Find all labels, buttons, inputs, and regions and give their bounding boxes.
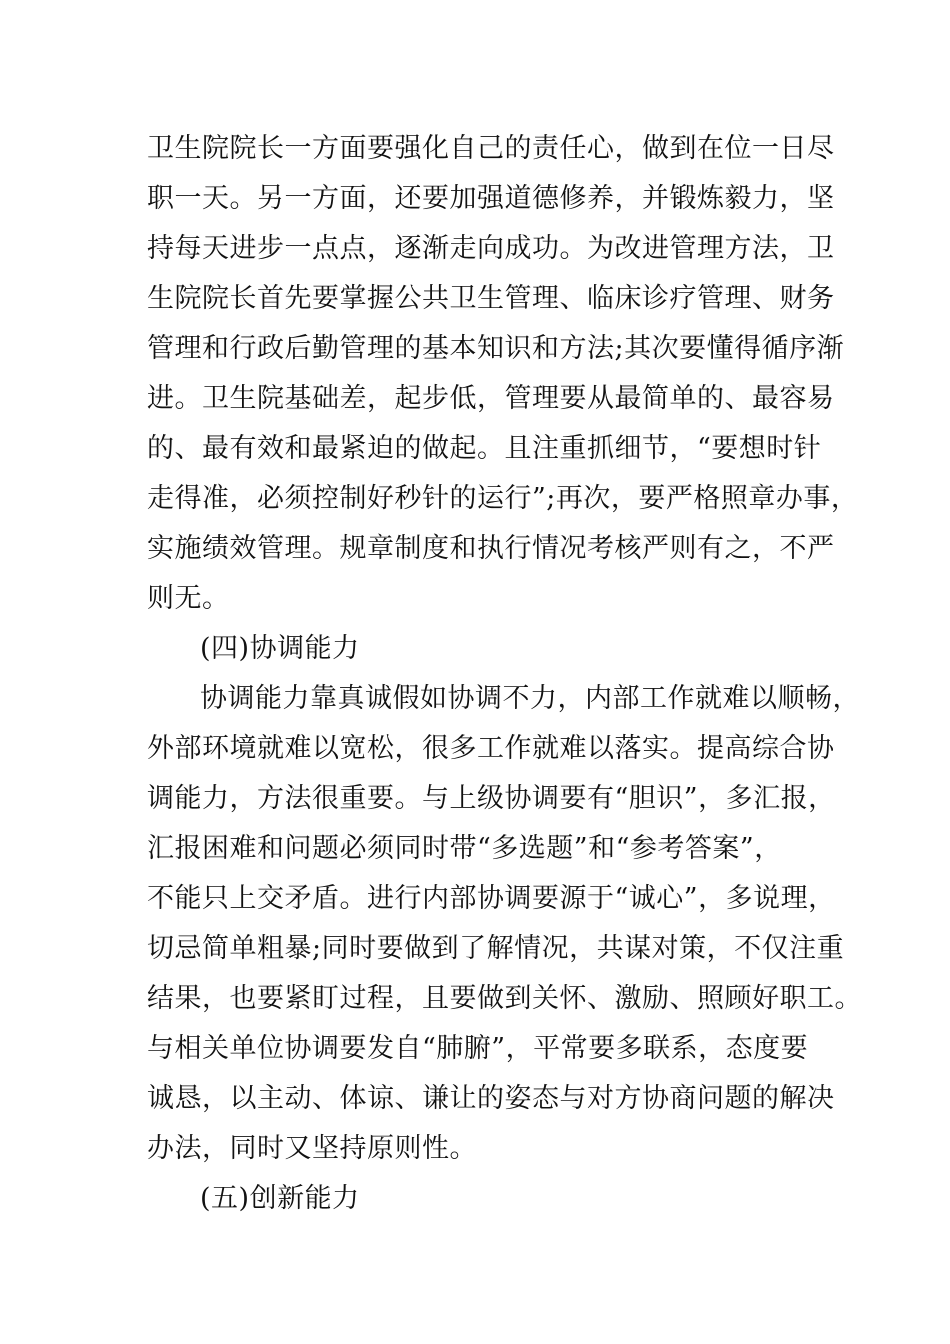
body-text-line: 进。卫生院基础差，起步低，管理要从最简单的、最容易	[147, 383, 835, 414]
body-text-line: 持每天进步一点点，逐渐走向成功。为改进管理方法，卫	[147, 233, 835, 264]
body-text-line: 的、最有效和最紧迫的做起。且注重抓细节，“要想时针	[147, 433, 822, 464]
body-text-line: 外部环境就难以宽松，很多工作就难以落实。提高综合协	[147, 733, 835, 764]
body-text-line: 诚恳，以主动、体谅、谦让的姿态与对方协商问题的解决	[147, 1083, 835, 1114]
body-text-line: 调能力，方法很重要。与上级协调要有“胆识”，多汇报，	[147, 783, 836, 814]
body-text-line: 协调能力靠真诚假如协调不力，内部工作就难以顺畅，	[200, 683, 860, 714]
body-text-line: 则无。	[147, 583, 230, 614]
body-text-line: 走得准，必须控制好秒针的运行”;再次，要严格照章办事，	[147, 483, 859, 514]
section-heading: (五)创新能力	[200, 1183, 360, 1214]
body-text-line: 结果，也要紧盯过程，且要做到关怀、激励、照顾好职工。	[147, 983, 862, 1014]
section-heading: (四)协调能力	[200, 633, 360, 664]
body-text-line: 汇报困难和问题必须同时带“多选题”和“参考答案”，	[147, 833, 782, 864]
body-text-line: 切忌简单粗暴;同时要做到了解情况，共谋对策，不仅注重	[147, 933, 845, 964]
body-text-line: 不能只上交矛盾。进行内部协调要源于“诚心”，多说理，	[147, 883, 836, 914]
body-text-line: 办法，同时又坚持原则性。	[147, 1133, 477, 1164]
body-text-line: 生院院长首先要掌握公共卫生管理、临床诊疗管理、财务	[147, 283, 835, 314]
body-text-line: 管理和行政后勤管理的基本知识和方法;其次要懂得循序渐	[147, 333, 845, 364]
body-text-line: 卫生院院长一方面要强化自己的责任心，做到在位一日尽	[147, 133, 835, 164]
body-text-line: 职一天。另一方面，还要加强道德修养，并锻炼毅力，坚	[147, 183, 835, 214]
body-text-line: 与相关单位协调要发自“肺腑”，平常要多联系，态度要	[147, 1033, 809, 1064]
body-text-line: 实施绩效管理。规章制度和执行情况考核严则有之，不严	[147, 533, 835, 564]
